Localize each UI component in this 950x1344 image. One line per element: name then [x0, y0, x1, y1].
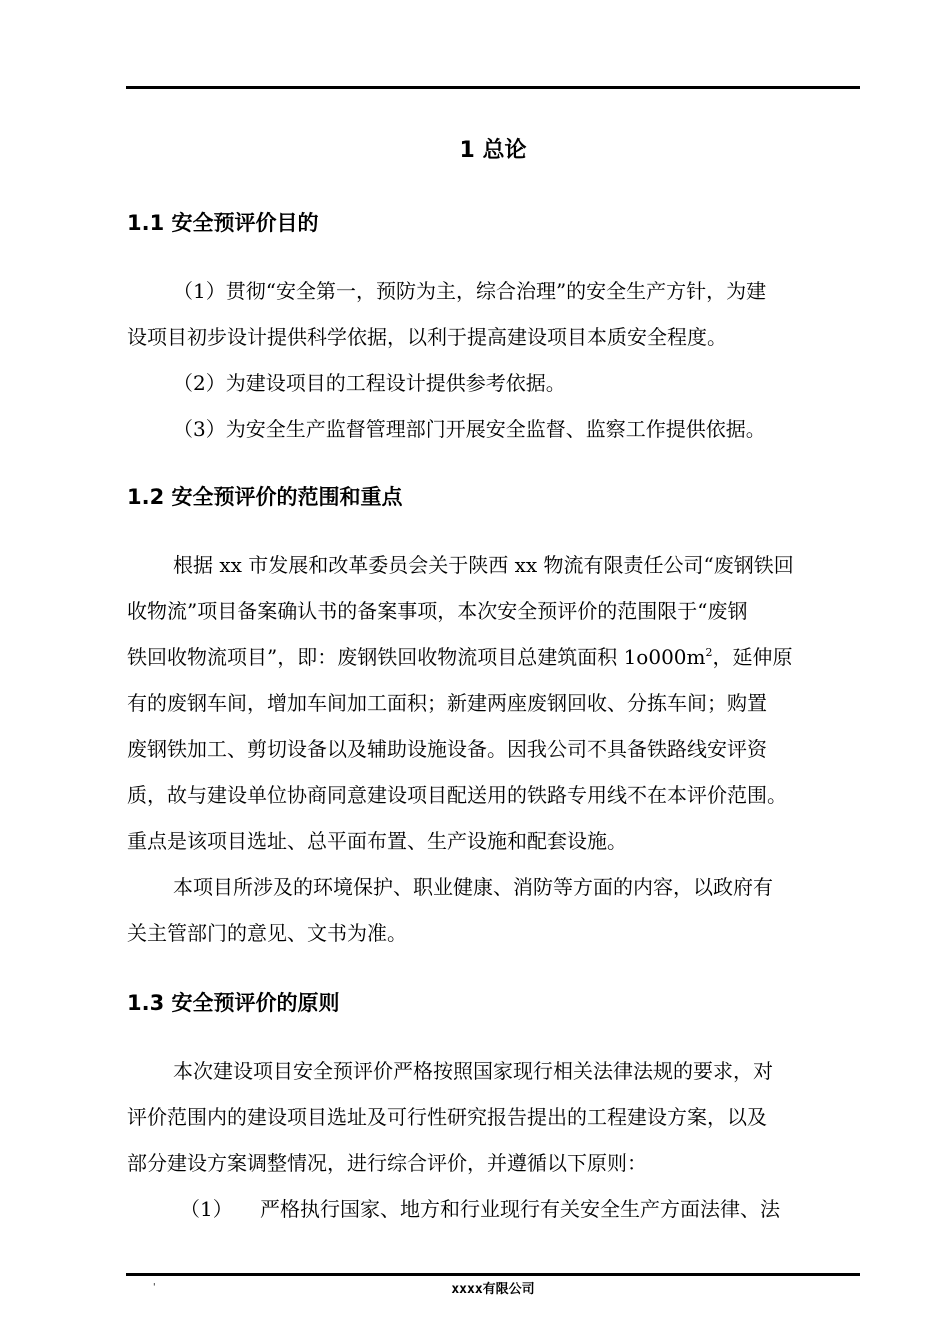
- paragraph-line: 重点是该项目选址、总平面布置、生产设施和配套设施。: [127, 829, 627, 853]
- paragraph-line: 本项目所涉及的环境保护、职业健康、消防等方面的内容，以政府有: [173, 875, 773, 899]
- section-heading-1-3: 1.3 安全预评价的原则: [127, 991, 340, 1015]
- paragraph-line: 本次建设项目安全预评价严格按照国家现行相关法律法规的要求，对: [173, 1059, 773, 1083]
- superscript: 2: [705, 646, 713, 659]
- footer-rule: [126, 1273, 860, 1276]
- paragraph-line-with-superscript: [127, 634, 793, 680]
- text-run: 铁回收物流项目”，即：废钢铁回收物流项目总建筑面积 1o000m: [127, 645, 706, 669]
- header-rule: [126, 86, 860, 89]
- chapter-title: 1 总论: [459, 138, 527, 163]
- section-heading-1-2: 1.2 安全预评价的范围和重点: [127, 485, 403, 509]
- paragraph-line: 关主管部门的意见、文书为准。: [127, 921, 407, 945]
- paragraph-line: （1）贯彻“安全第一，预防为主，综合治理”的安全生产方针，为建: [173, 279, 767, 303]
- paragraph-line: 有的废钢车间，增加车间加工面积；新建两座废钢回收、分拣车间；购置: [127, 691, 767, 715]
- paragraph-line: 根据 xx 市发展和改革委员会关于陕西 xx 物流有限责任公司“废钢铁回: [173, 553, 794, 577]
- text-run: ，延伸原: [712, 645, 793, 669]
- paragraph-line: 严格执行国家、地方和行业现行有关安全生产方面法律、法: [260, 1197, 780, 1221]
- paragraph-line: 质，故与建设单位协商同意建设项目配送用的铁路专用线不在本评价范围。: [127, 783, 787, 807]
- list-number: （1）: [180, 1197, 233, 1221]
- paragraph-line: 设项目初步设计提供科学依据，以利于提高建设项目本质安全程度。: [127, 325, 727, 349]
- footer-company-name: xxxx有限公司: [451, 1282, 535, 1297]
- paragraph-line: 废钢铁加工、剪切设备以及辅助设施设备。因我公司不具备铁路线安评资: [127, 737, 767, 761]
- paragraph-line: （3）为安全生产监督管理部门开展安全监督、监察工作提供依据。: [173, 417, 766, 441]
- paragraph-line: （2）为建设项目的工程设计提供参考依据。: [173, 371, 566, 395]
- paragraph-line: 部分建设方案调整情况，进行综合评价，并遵循以下原则：: [127, 1151, 647, 1175]
- paragraph-line: 评价范围内的建设项目选址及可行性研究报告提出的工程建设方案，以及: [127, 1105, 767, 1129]
- section-heading-1-1: 1.1 安全预评价目的: [127, 211, 319, 235]
- footer-mark: ': [153, 1283, 156, 1293]
- paragraph-line: 收物流”项目备案确认书的备案事项，本次安全预评价的范围限于“废钢: [127, 599, 748, 623]
